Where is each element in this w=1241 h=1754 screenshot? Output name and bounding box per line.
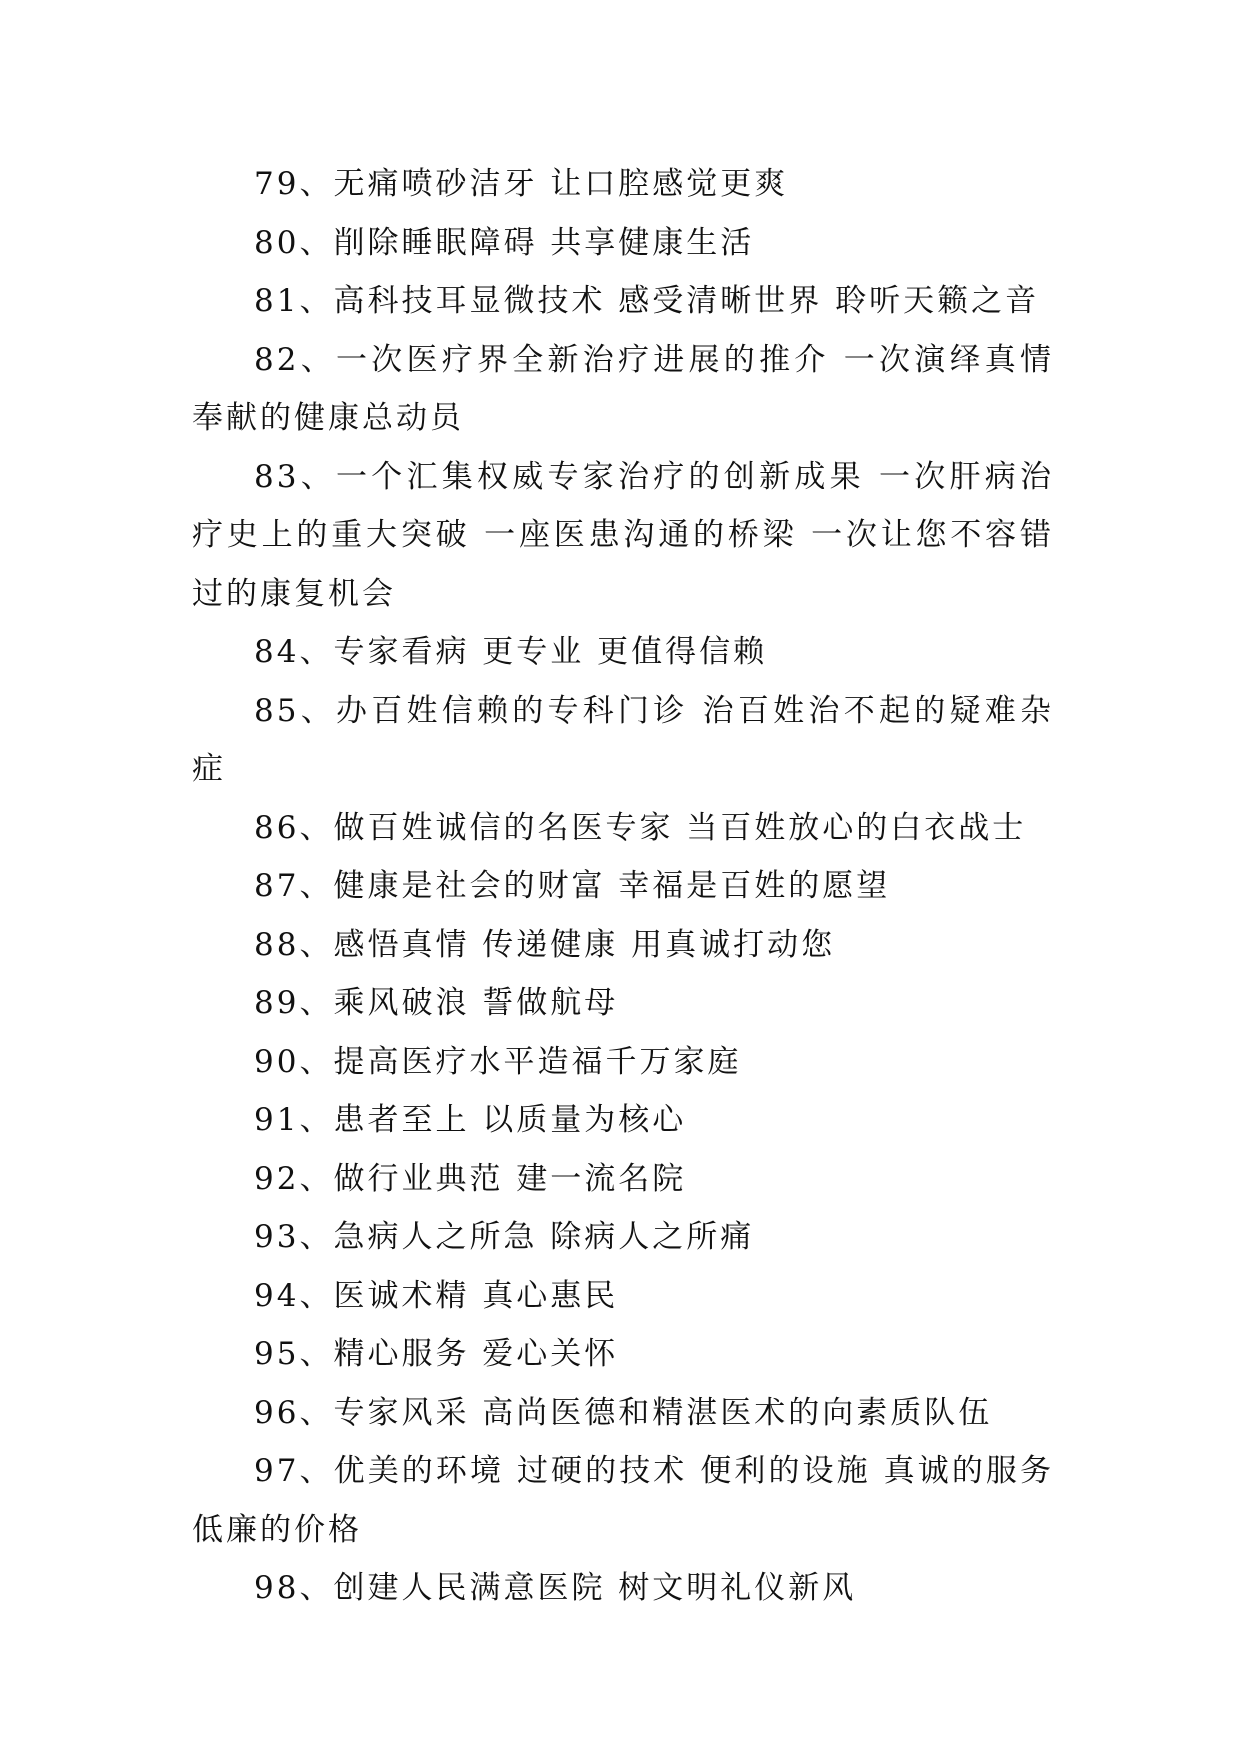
list-item: 97、优美的环境 过硬的技术 便利的设施 真诚的服务低廉的价格	[192, 1453, 1054, 1548]
list-item: 82、一次医疗界全新治疗进展的推介 一次演绎真情奉献的健康总动员	[192, 341, 1054, 436]
list-item: 91、患者至上 以质量为核心	[254, 1102, 687, 1138]
list-item: 85、办百姓信赖的专科门诊 治百姓治不起的疑难杂症	[192, 692, 1054, 787]
list-item: 79、无痛喷砂洁牙 让口腔感觉更爽	[254, 166, 789, 202]
list-item: 92、做行业典范 建一流名院	[254, 1160, 687, 1197]
list-item: 93、急病人之所急 除病人之所痛	[254, 1219, 755, 1255]
list-item: 89、乘风破浪 誓做航母	[254, 985, 619, 1021]
list-item: 96、专家风采 高尚医德和精湛医术的向素质队伍	[254, 1394, 993, 1431]
list-item: 88、感悟真情 传递健康 用真诚打动您	[254, 926, 836, 963]
list-item: 94、医诚术精 真心惠民	[254, 1277, 619, 1314]
list-item: 80、削除睡眠障碍 共享健康生活	[254, 224, 755, 261]
list-item: 87、健康是社会的财富 幸福是百姓的愿望	[254, 868, 891, 904]
slogan-list	[192, 155, 1054, 1618]
list-item: 86、做百姓诚信的名医专家 当百姓放心的白衣战士	[254, 809, 1027, 846]
list-item: 83、一个汇集权威专家治疗的创新成果 一次肝病治疗史上的重大突破 一座医患沟通的桥梁 一次让您不容错过的康复机会	[192, 458, 1054, 612]
list-item: 81、高科技耳显微技术 感受清晰世界 聆听天籁之音	[254, 283, 1040, 319]
list-item: 84、专家看病 更专业 更值得信赖	[254, 634, 768, 670]
list-item: 98、创建人民满意医院 树文明礼仪新风	[254, 1570, 857, 1606]
list-item: 95、精心服务 爱心关怀	[254, 1336, 619, 1372]
list-item: 90、提高医疗水平造福千万家庭	[254, 1043, 742, 1080]
